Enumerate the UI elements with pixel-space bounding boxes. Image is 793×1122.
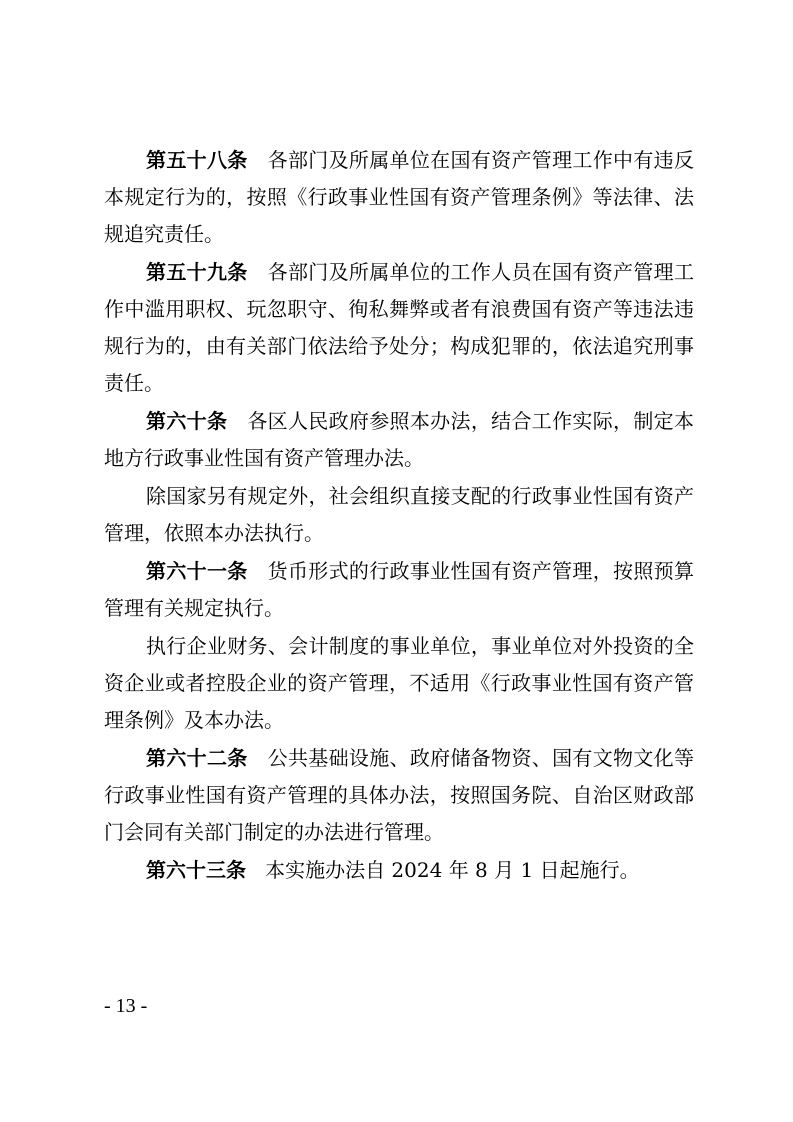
article-62 xyxy=(104,740,694,851)
article-61-paragraph-2 xyxy=(104,628,694,739)
article-heading: 第六十三条 xyxy=(146,858,246,882)
article-63 xyxy=(104,852,694,889)
page-number: - 13 - xyxy=(104,995,148,1017)
article-58 xyxy=(104,142,694,253)
article-text: 各部门及所属单位的工作人员在国有资产管理工作中滥用职权、玩忽职守、徇私舞弊或者有浪费国有资产等违法违规行为的，由有关部门依法给予处分；构成犯罪的，依法追究刑事责任。 xyxy=(104,260,694,395)
article-60-paragraph-2 xyxy=(104,478,694,552)
article-text: 各部门及所属单位在国有资产管理工作中有违反本规定行为的，按照《行政事业性国有资产管理条例》等法律、法规追究责任。 xyxy=(104,148,694,246)
article-heading: 第六十二条 xyxy=(146,746,248,770)
article-61 xyxy=(104,553,694,627)
article-60 xyxy=(104,403,694,477)
article-59 xyxy=(104,254,694,402)
article-heading: 第五十九条 xyxy=(146,260,248,284)
article-text: 公共基础设施、政府储备物资、国有文物文化等行政事业性国有资产管理的具体办法，按照国务院、自治区财政部门会同有关部门制定的办法进行管理。 xyxy=(104,746,694,844)
paragraph-text: 除国家另有规定外，社会组织直接支配的行政事业性国有资产管理，依照本办法执行。 xyxy=(104,484,694,545)
article-text: 各区人民政府参照本办法，结合工作实际，制定本地方行政事业性国有资产管理办法。 xyxy=(104,409,695,470)
paragraph-text: 执行企业财务、会计制度的事业单位，事业单位对外投资的全资企业或者控股企业的资产管理，不适用《行政事业性国有资产管理条例》及本办法。 xyxy=(104,634,694,732)
article-text: 本实施办法自 2024 年 8 月 1 日起施行。 xyxy=(265,858,640,882)
article-heading: 第六十条 xyxy=(146,409,228,433)
article-heading: 第六十一条 xyxy=(146,559,248,583)
article-text: 货币形式的行政事业性国有资产管理，按照预算管理有关规定执行。 xyxy=(104,559,694,620)
article-heading: 第五十八条 xyxy=(146,148,248,172)
